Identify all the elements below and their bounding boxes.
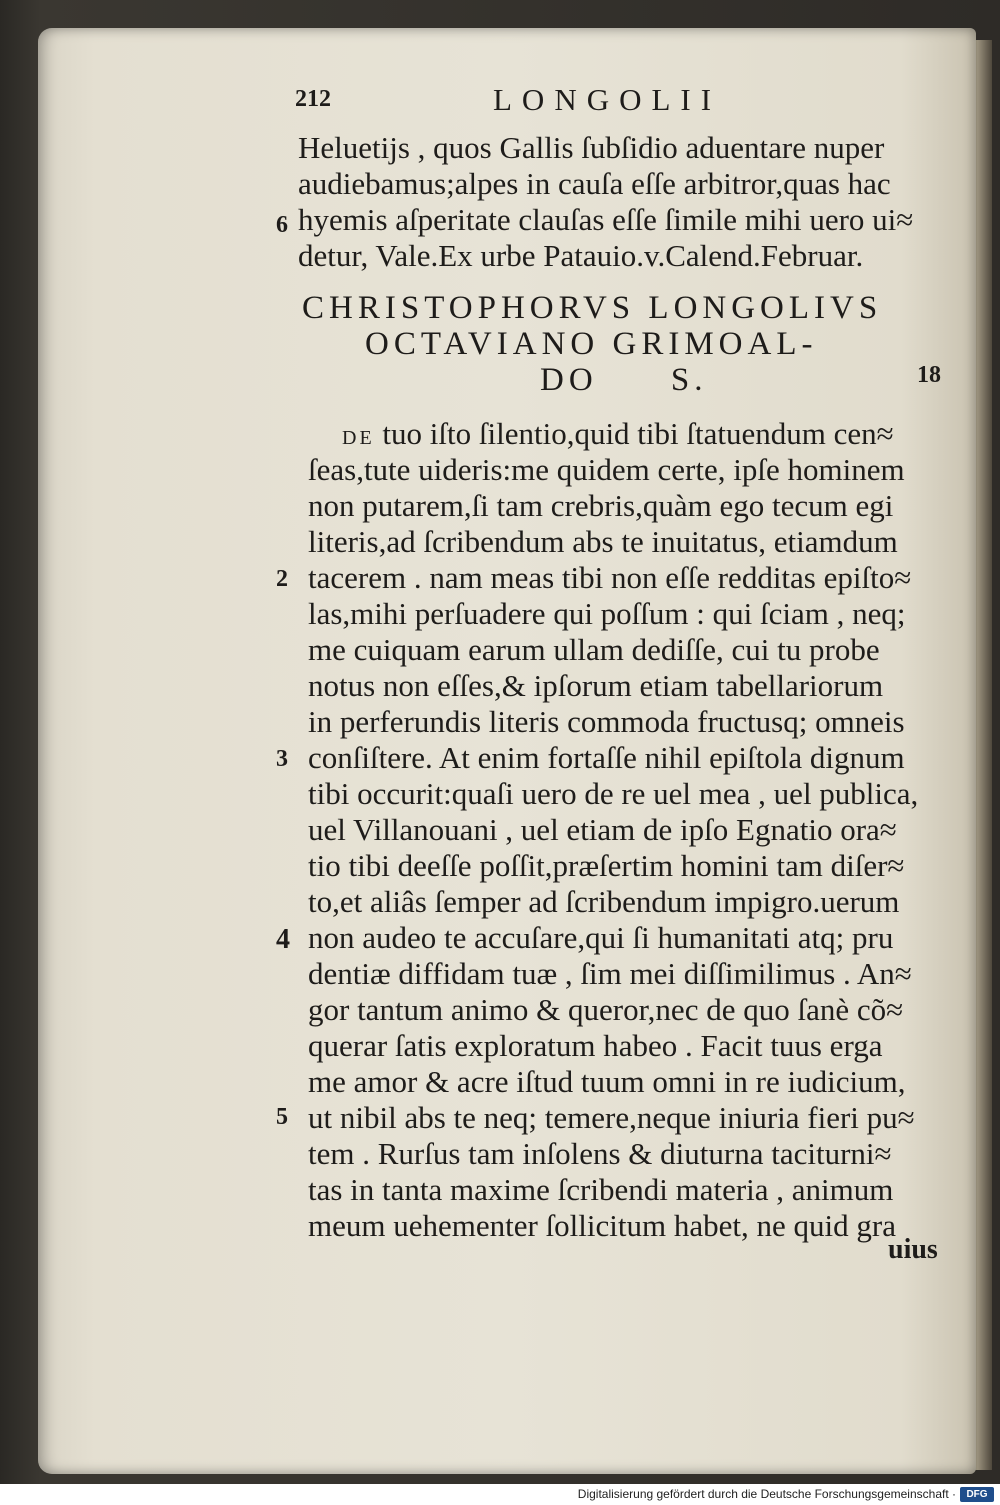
text-line: gor tantum animo & queror,nec de quo ſanè cõ≈: [308, 992, 904, 1027]
text-line: uel Villanouani , uel etiam de ipſo Egnatio ora≈: [308, 812, 897, 847]
text-line: tacerem . nam meas tibi non eſſe redditas epiſto≈: [308, 560, 912, 595]
catchword: uius: [888, 1234, 938, 1265]
letter-number: 18: [917, 362, 941, 388]
margin-number: 6: [276, 212, 288, 238]
text-line: me amor & acre iſtud tuum omni in re iudicium,: [308, 1064, 906, 1099]
text-line: ut nibil abs te neq; temere,neque iniuria fieri pu≈: [308, 1100, 915, 1135]
margin-number: 3: [276, 746, 288, 772]
digitization-footer: [0, 1484, 1000, 1505]
text-line-first-rest: tuo iſto ſilentio,quid tibi ſtatuendum cen≈: [374, 416, 894, 451]
margin-number: 4: [276, 924, 290, 955]
text-line: Heluetijs , quos Gallis ſubſidio aduentare nuper: [298, 130, 885, 165]
text-line: literis,ad ſcribendum abs te inuitatus, etiamdum: [308, 524, 898, 559]
text-line: detur, Vale.Ex urbe Patauio.v.Calend.Februar.: [298, 238, 864, 273]
text-line-first: [342, 416, 894, 456]
text-line: tas in tanta maxime ſcribendi materia , animum: [308, 1172, 894, 1207]
text-line: to,et aliâs ſemper ad ſcribendum impigro.uerum: [308, 884, 900, 919]
text-line: tibi occurit:quaſi uero de re uel mea , uel publica,: [308, 776, 919, 811]
text-line: audiebamus;alpes in cauſa eſſe arbitror,quas hac: [298, 166, 891, 201]
text-line: dentiæ diffidam tuæ , ſim mei diſſimilimus . An≈: [308, 956, 912, 991]
text-line: conſiſtere. At enim fortaſſe nihil epiſtola dignum: [308, 740, 905, 775]
text-line: las,mihi perſuadere qui poſſum : qui ſciam , neq;: [308, 596, 906, 631]
page-number: 212: [295, 86, 331, 112]
text-line: querar ſatis exploratum habeo . Facit tuus erga: [308, 1028, 883, 1063]
letter-heading-line-3: DO S.: [540, 362, 708, 398]
text-line: non audeo te accuſare,qui ſi humanitati atq; pru: [308, 920, 894, 955]
text-line: tio tibi deeſſe poſſit,præſertim homini tam diſer≈: [308, 848, 905, 883]
dfg-logo: DFG: [960, 1487, 994, 1502]
text-line: hyemis aſperitate clauſas eſſe ſimile mihi uero ui≈: [298, 202, 914, 237]
running-title: LONGOLII: [493, 82, 722, 117]
text-line: non putarem,ſi tam crebris,quàm ego tecum egi: [308, 488, 894, 523]
text-line: ſeas,tute uideris:me quidem certe, ipſe hominem: [308, 452, 905, 487]
text-line: tem . Rurſus tam inſolens & diuturna taciturni≈: [308, 1136, 892, 1171]
margin-number: 5: [276, 1104, 288, 1130]
letter-heading-line-2: OCTAVIANO GRIMOAL-: [365, 326, 818, 362]
footer-credit: Digitalisierung gefördert durch die Deutsche Forschungsgemeinschaft ·: [577, 1487, 956, 1501]
text-line: notus non eſſes,& ipſorum etiam tabellariorum: [308, 668, 884, 703]
letter-heading-line-1: CHRISTOPHORVS LONGOLIVS: [302, 290, 883, 326]
text-line: me cuiquam earum ullam dediſſe, cui tu probe: [308, 632, 880, 667]
running-head: [295, 82, 955, 122]
text-line: in perferundis literis commoda fructusq; omneis: [308, 704, 905, 739]
text-line: meum uehementer ſollicitum habet, ne quid gra: [308, 1208, 896, 1243]
initial-letters: DE: [342, 427, 375, 449]
margin-number: 2: [276, 566, 288, 592]
